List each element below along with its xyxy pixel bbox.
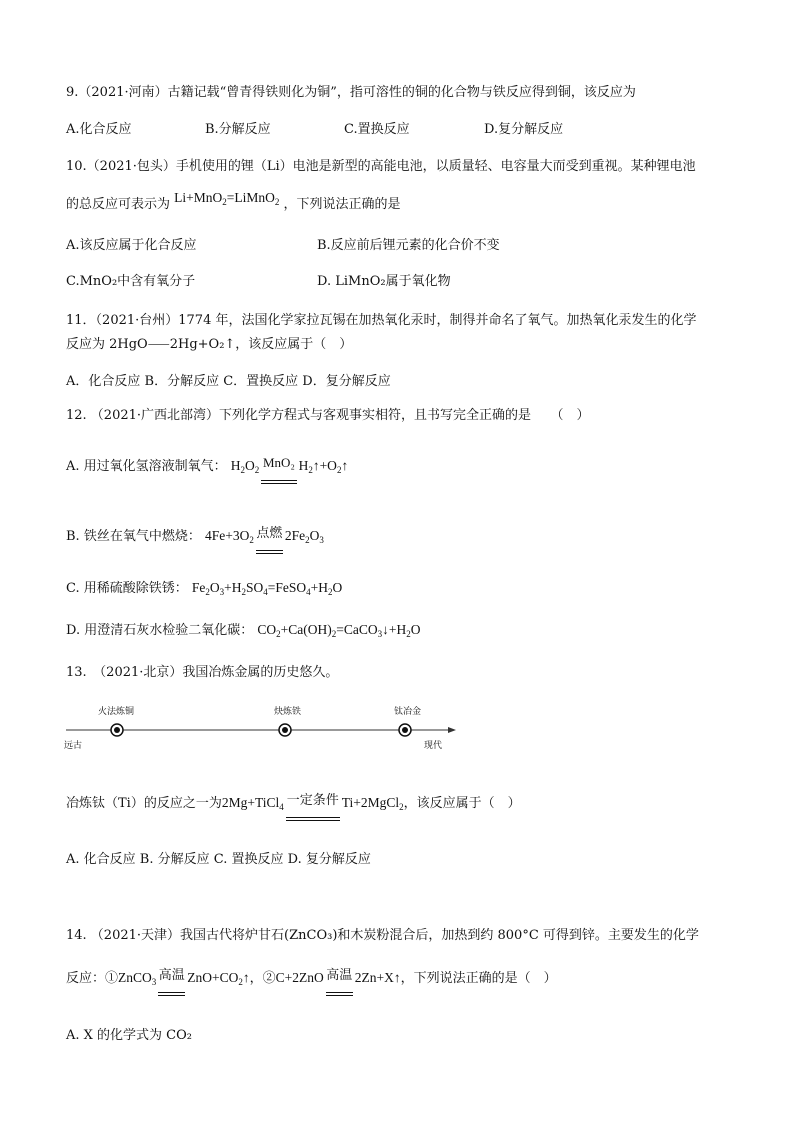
q9-stem: 9.（2021·河南）古籍记载“曾青得铁则化为铜”，指可溶性的铜的化合物与铁反应得到铜，该反应为: [66, 85, 636, 100]
reaction-condition: [261, 455, 296, 484]
timeline-event-label: 钛冶金: [394, 707, 422, 717]
q14-option-a: A. X 的化学式为 CO₂: [66, 1028, 192, 1043]
q14-reaction-suffix: ，下列说法正确的是（ ）: [400, 971, 557, 986]
q11-options: A．化合反应 B．分解反应 C．置换反应 D．复分解反应: [66, 374, 391, 389]
q10-option-a: A.该反应属于化合反应: [66, 238, 197, 253]
q12-option-a: [66, 455, 349, 484]
condition-label: MnO₂: [262, 455, 295, 470]
q10-stem-line1: 10.（2021·包头）手机使用的锂（Li）电池是新型的高能电池，以质量轻、电容量大而受到重视。某种锂电池: [66, 159, 696, 174]
timeline-event-label: 火法炼铜: [98, 707, 135, 717]
q12-option-c-equation: $Fe_2O_3+H_2SO_4=FeSO_4+H_2O$: [191, 580, 343, 597]
q10-option-d: D. LiMnO₂属于氧化物: [317, 274, 451, 289]
q11-stem-line1: 11．（2021·台州）1774 年，法国化学家拉瓦锡在加热氧化汞时，制得并命名了氧气。加热氧化汞发生的化学: [66, 313, 697, 328]
timeline-marker: [279, 724, 291, 736]
q12-option-d: [66, 622, 421, 642]
timeline-end-label: 现代: [424, 741, 443, 751]
q14-stem-line1: 14. （2021·天津）我国古代将炉甘石(ZnCO₃)和木炭粉混合后，加热到约 800°C 可得到锌。主要发生的化学: [66, 928, 699, 943]
q13-reaction-line: [66, 792, 521, 821]
q12-option-a-equation: $H_2O_2$ MnO₂ $H_2↑+O_2↑$: [231, 458, 348, 473]
q9-option-c: C.置换反应: [344, 122, 410, 137]
q14-reaction-mid: ，②: [249, 971, 276, 986]
timeline-start-label: 远古: [64, 741, 83, 751]
q12-option-b: [66, 525, 324, 554]
q14-reaction-prefix: 反应：①: [66, 971, 119, 986]
timeline-marker: [399, 724, 411, 736]
condition-label: 高温: [326, 967, 353, 982]
q12-option-c-label: C. 用稀硫酸除铁锈：: [66, 581, 188, 596]
q13-timeline: [60, 698, 460, 751]
q9-option-d: D.复分解反应: [484, 122, 564, 137]
q14-reaction-line: [66, 967, 557, 996]
condition-label: 点燃: [256, 525, 283, 540]
reaction-condition: [326, 967, 353, 996]
q10-stem-line2: [66, 190, 401, 216]
q12-option-d-equation: $CO_2+Ca(OH)_2=CaCO_3↓+H_2O$: [257, 622, 421, 639]
reaction-condition: [286, 792, 340, 821]
condition-label: 一定条件: [286, 792, 339, 807]
q14-equation-1: ZnCO$_3$ 高温 $ZnO+CO_2↑$: [118, 970, 250, 985]
q10-option-c: C.MnO₂中含有氧分子: [66, 274, 196, 289]
q11-stem-line2: 反应为 2HgO⸺2Hg+O₂↑，该反应属于（ ）: [66, 337, 353, 352]
q14-equation-2: C+2ZnO 高温 2Zn+X↑: [276, 970, 401, 985]
q13-reaction-prefix: 冶炼钛（Ti）的反应之一为: [66, 796, 222, 811]
q12-option-c: [66, 580, 342, 600]
timeline-event-label: 炔炼铁: [274, 707, 302, 717]
q13-reaction-suffix: ，该反应属于（ ）: [403, 796, 521, 811]
q10-option-b: B.反应前后锂元素的化合价不变: [317, 238, 500, 253]
q9-option-a: A.化合反应: [66, 122, 132, 137]
timeline-arrow-icon: [448, 727, 456, 733]
q12-option-b-label: B. 铁丝在氧气中燃烧：: [66, 529, 201, 544]
q12-stem: 12. （2021·广西北部湾）下列化学方程式与客观事实相符，且书写完全正确的是 （ ）: [66, 408, 590, 423]
q9-option-b: B.分解反应: [205, 122, 271, 137]
q10-equation: Li+MnO$_2$=LiMnO$_2$: [174, 190, 280, 207]
condition-label: 高温: [158, 967, 185, 982]
q13-options: A. 化合反应 B. 分解反应 C. 置换反应 D. 复分解反应: [66, 852, 371, 867]
q13-equation: 2Mg+TiCl$_4$ 一定条件 Ti+2MgCl$_2$: [222, 795, 404, 810]
q12-option-d-label: D. 用澄清石灰水检验二氧化碳：: [66, 623, 254, 638]
timeline-marker: [111, 724, 123, 736]
q13-stem: 13. （2021·北京）我国冶炼金属的历史悠久。: [66, 665, 339, 680]
reaction-condition: [256, 525, 283, 554]
q10-stem-suffix: ，下列说法正确的是: [283, 197, 401, 212]
q12-option-a-label: A. 用过氧化氢溶液制氧气：: [66, 459, 227, 474]
q10-stem-prefix: 的总反应可表示为: [66, 197, 171, 212]
reaction-condition: [158, 967, 185, 996]
q12-option-b-equation: $4Fe+3O_2$ 点燃 $2Fe_2O_3$: [205, 528, 324, 543]
